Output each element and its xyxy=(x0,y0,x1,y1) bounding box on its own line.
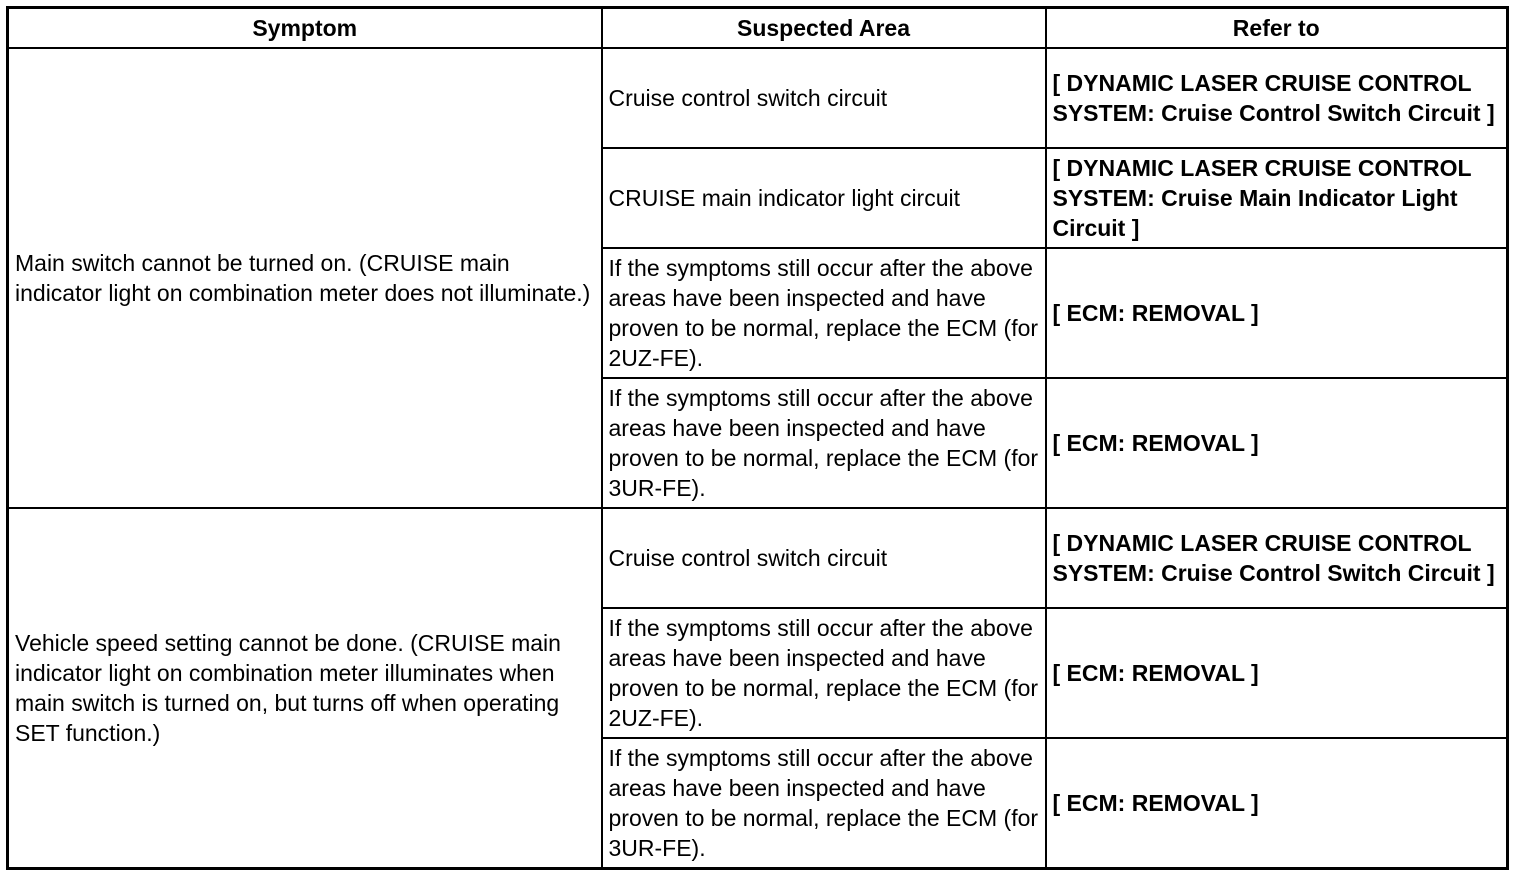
suspected-area-cell: If the symptoms still occur after the above areas have been inspected and have proven to be normal, replace the ECM (for 2UZ-FE). xyxy=(602,248,1046,378)
table-row xyxy=(8,508,1508,608)
suspected-area-cell: If the symptoms still occur after the above areas have been inspected and have proven to be normal, replace the ECM (for 3UR-FE). xyxy=(602,738,1046,869)
refer-to-cell: [ DYNAMIC LASER CRUISE CONTROL SYSTEM: Cruise Main Indicator Light Circuit ] xyxy=(1046,148,1508,248)
suspected-area-cell: CRUISE main indicator light circuit xyxy=(602,148,1046,248)
refer-to-cell: [ ECM: REMOVAL ] xyxy=(1046,378,1508,508)
suspected-area-cell: If the symptoms still occur after the above areas have been inspected and have proven to be normal, replace the ECM (for 2UZ-FE). xyxy=(602,608,1046,738)
refer-to-cell: [ ECM: REMOVAL ] xyxy=(1046,738,1508,869)
table-row xyxy=(8,48,1508,148)
header-symptom: Symptom xyxy=(8,8,602,49)
refer-to-cell: [ DYNAMIC LASER CRUISE CONTROL SYSTEM: Cruise Control Switch Circuit ] xyxy=(1046,508,1508,608)
table-container xyxy=(6,6,1509,870)
suspected-area-cell: Cruise control switch circuit xyxy=(602,508,1046,608)
suspected-area-cell: Cruise control switch circuit xyxy=(602,48,1046,148)
header-refer-to: Refer to xyxy=(1046,8,1508,49)
symptom-cell: Main switch cannot be turned on. (CRUISE main indicator light on combination meter does not illuminate.) xyxy=(8,48,602,508)
suspected-area-cell: If the symptoms still occur after the above areas have been inspected and have proven to be normal, replace the ECM (for 3UR-FE). xyxy=(602,378,1046,508)
symptom-table xyxy=(6,6,1509,870)
header-suspected-area: Suspected Area xyxy=(602,8,1046,49)
symptom-cell: Vehicle speed setting cannot be done. (CRUISE main indicator light on combination meter illuminates when main switch is turned on, but turns off when operating SET function.) xyxy=(8,508,602,869)
refer-to-cell: [ ECM: REMOVAL ] xyxy=(1046,608,1508,738)
header-row xyxy=(8,8,1508,49)
refer-to-cell: [ ECM: REMOVAL ] xyxy=(1046,248,1508,378)
refer-to-cell: [ DYNAMIC LASER CRUISE CONTROL SYSTEM: Cruise Control Switch Circuit ] xyxy=(1046,48,1508,148)
